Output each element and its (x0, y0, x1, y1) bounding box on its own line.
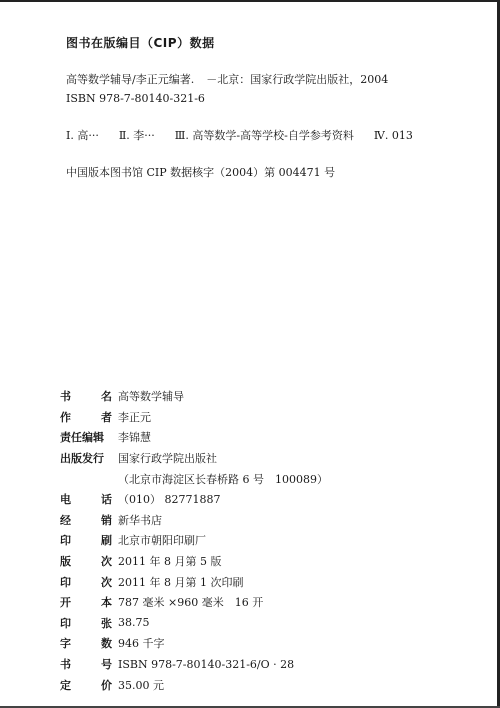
info-value: ISBN 978-7-80140-321-6/O · 28 (118, 657, 295, 671)
info-row-sheets (60, 613, 480, 634)
cip-title-author: 高等数学辅导/李正元编著. (66, 73, 195, 86)
info-row-price (60, 674, 480, 695)
info-label: 责任编辑 (60, 431, 104, 445)
info-row-distributor (60, 510, 480, 531)
cip-publisher: －北京：国家行政学院出版社，2004 (206, 73, 389, 86)
info-value: （010） 82771887 (118, 493, 221, 507)
info-row-format (60, 592, 480, 613)
info-value: 高等数学辅导 (118, 390, 184, 404)
info-value: 787 毫米 ×960 毫米 16 开 (118, 596, 264, 610)
info-row-author (60, 407, 480, 428)
publication-info-table (60, 386, 480, 695)
info-label: 印 次 (60, 575, 112, 589)
info-row-isbn (60, 654, 480, 675)
cip-library-number: 中国版本图书馆 CIP 数据核字（2004）第 004471 号 (66, 166, 336, 179)
info-label: 电 话 (60, 493, 112, 507)
info-label: 经 销 (60, 513, 112, 527)
cip-subject-4: Ⅳ. 013 (373, 129, 413, 142)
info-row-phone (60, 489, 480, 510)
page-border-top (0, 0, 500, 2)
info-value: 国家行政学院出版社 (118, 452, 217, 466)
info-row-editor (60, 427, 480, 448)
info-label: 出版发行 (60, 452, 104, 466)
info-row-publisher (60, 448, 480, 469)
info-value: 北京市朝阳印刷厂 (118, 534, 206, 548)
info-label: 印 张 (60, 616, 112, 630)
cip-bibliographic-line (66, 71, 388, 87)
info-value: 2011 年 8 月第 5 版 (118, 555, 222, 569)
info-label: 版 次 (60, 555, 112, 569)
cip-isbn: ISBN 978-7-80140-321-6 (66, 92, 205, 105)
info-label: 字 数 (60, 637, 112, 651)
info-row-book-title (60, 386, 480, 407)
info-label: 作 者 (60, 410, 112, 424)
cip-subject-2: Ⅱ. 李··· (118, 129, 155, 142)
info-label: 定 价 (60, 678, 112, 692)
info-label: 印 刷 (60, 534, 112, 548)
info-value: 李正元 (118, 410, 151, 424)
info-label: 书 号 (60, 658, 112, 672)
info-row-printing (60, 571, 480, 592)
info-value: 新华书店 (118, 513, 162, 527)
cip-subjects (66, 127, 413, 143)
info-row-printer (60, 530, 480, 551)
info-value: 946 千字 (118, 637, 165, 651)
info-value: 35.00 元 (118, 678, 164, 692)
info-value: 2011 年 8 月第 1 次印刷 (118, 575, 244, 589)
info-row-address (60, 468, 480, 489)
info-row-edition (60, 551, 480, 572)
info-row-word-count (60, 633, 480, 654)
info-value: 李锦慧 (118, 431, 151, 445)
info-value: （北京市海淀区长春桥路 6 号 100089） (118, 472, 328, 486)
cip-subject-3: Ⅲ. 高等数学-高等学校-自学参考资料 (174, 129, 354, 142)
cip-heading: 图书在版编目（CIP）数据 (66, 36, 215, 50)
info-value: 38.75 (118, 616, 150, 630)
info-label: 书 名 (60, 390, 112, 404)
info-label: 开 本 (60, 596, 112, 610)
cip-subject-1: Ⅰ. 高··· (66, 129, 99, 142)
